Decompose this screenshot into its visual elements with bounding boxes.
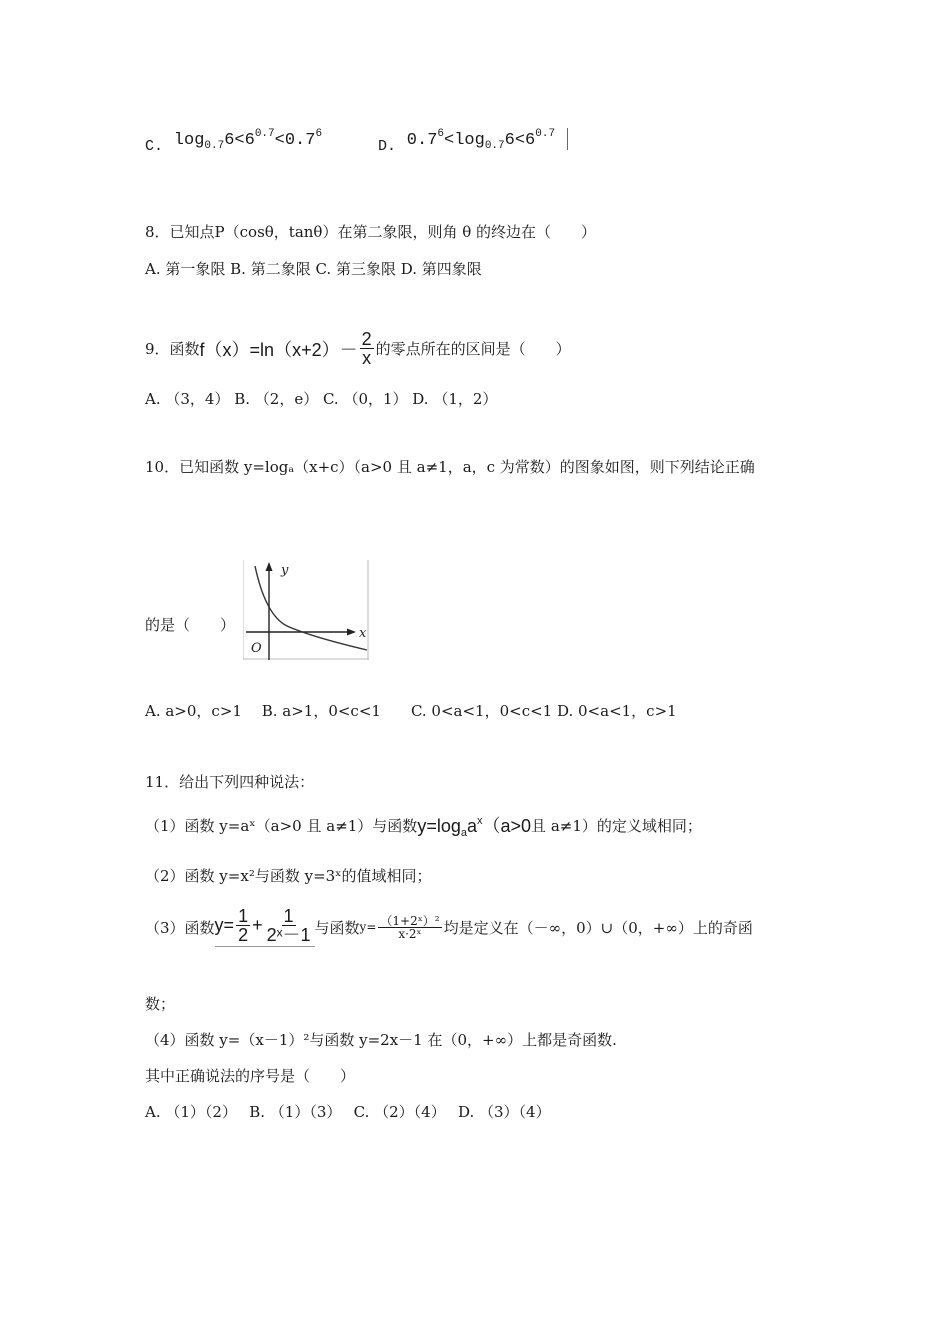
q9-options: A. （3，4） B. （2，e） C. （0，1） D. （1，2）: [145, 390, 498, 408]
q10-graph-y-arrow: [266, 562, 273, 571]
q7-d-power: 6: [437, 128, 445, 140]
q10-stem-cont: 的是（ ）: [145, 616, 236, 634]
q7-c-log-base: 0.7: [204, 140, 225, 152]
q7-option-c: [145, 128, 322, 155]
q9-fraction: [360, 330, 374, 367]
q10-stem: 10．已知函数 y=logₐ（x+c）（a>0 且 a≠1，a，c 为常数）的图象如图，则下列结论正确: [145, 458, 755, 476]
q11-s1-formula-paren: （a>0: [482, 816, 532, 836]
q7-d-log: log: [454, 131, 485, 150]
q7-c-log-arg: 6: [224, 131, 235, 150]
q11-s3-frac-1-num: 1: [238, 906, 249, 926]
q7-c-power: 6: [315, 128, 323, 140]
q10-graph-y-label: y: [281, 563, 289, 578]
q8-stem: 8．已知点P（cosθ，tanθ）在第二象限，则角 θ 的终边在（ ）: [145, 223, 597, 241]
q11-s3-formula-2: [360, 915, 444, 940]
q11-statement-1: [145, 812, 702, 839]
q11-s3-frac-3: [378, 915, 441, 940]
q7-d-log-base: 0.7: [484, 140, 505, 152]
q11-s1-formula: [417, 812, 531, 839]
q7-d-six-exp: 0.7: [535, 128, 556, 140]
q9-suffix: 的零点所在的区间是（ ）: [375, 340, 571, 358]
q11-statement-3-cont: 数；: [145, 995, 176, 1013]
q9-frac-den: x: [362, 348, 372, 368]
q10-graph-x-arrow: [347, 629, 356, 636]
q11-s3-part-a: （3）函数: [145, 918, 215, 937]
q7-c-lt-1: <: [234, 131, 245, 150]
q11-s3-plus: +: [252, 915, 263, 935]
q9-frac-num: 2: [361, 329, 372, 349]
q11-s1-part-b: 且 a≠1）的定义域相同；: [531, 817, 702, 835]
q11-s1-part-a: （1）函数 y=aˣ（a>0 且 a≠1）与函数: [145, 817, 418, 835]
q7-option-c-label: C.: [145, 138, 164, 155]
q10-graph-curve: [255, 566, 367, 650]
q7-option-d-formula: [406, 128, 565, 152]
q11-s1-formula-a: a: [466, 816, 477, 836]
q11-s3-y2: y=: [359, 920, 377, 934]
q11-s3-frac-1-den: 2: [238, 925, 249, 945]
q11-ask: 其中正确说法的序号是（ ）: [145, 1067, 356, 1085]
q11-s3-frac-2-den: 2ˣ－1: [266, 925, 311, 945]
q11-statement-4: （4）函数 y=（x－1）²与函数 y=2x－1 在（0，+∞）上都是奇函数.: [145, 1031, 617, 1049]
q7-option-d-label: D.: [378, 138, 397, 155]
q7-d-point-seven: 0.7: [406, 131, 438, 150]
q7-d-lt-1: <: [444, 131, 455, 150]
q7-option-c-formula: [173, 128, 323, 152]
q10-graph-svg: [243, 560, 369, 660]
q9-formula: f（x）=ln（x+2）－: [199, 339, 358, 360]
q11-s1-formula-log: y=log: [417, 816, 461, 836]
q7-c-log: log: [173, 131, 205, 150]
q7-d-log-arg: 6: [504, 131, 515, 150]
q11-s3-frac-1: [236, 907, 250, 944]
q9-stem: [145, 330, 571, 367]
q11-s3-y: y=: [214, 915, 235, 935]
q10-graph-x-label: x: [359, 626, 367, 641]
q11-s1-formula-sup: x: [477, 815, 483, 827]
q7-c-lt-2: <: [274, 131, 285, 150]
q7-c-point-seven: 0.7: [284, 131, 316, 150]
q11-s3-frac-2: [265, 907, 313, 944]
q11-stem: 11．给出下列四种说法：: [145, 773, 315, 791]
q11-s3-frac-3-den: x·2ˣ: [398, 926, 422, 941]
q8-options: A. 第一象限 B. 第二象限 C. 第三象限 D. 第四象限: [145, 260, 482, 278]
q11-s3-frac-2-num: 1: [283, 906, 294, 926]
q10-graph: [243, 560, 369, 660]
q7-option-d: [378, 128, 568, 155]
q11-statement-3: [145, 901, 753, 953]
q11-s3-mid: 与函数: [314, 918, 360, 937]
q7-c-six-exp: 0.7: [254, 128, 275, 140]
q11-s1-formula-sub: a: [460, 827, 467, 839]
q11-statement-2: （2）函数 y=x²与函数 y=3ˣ的值域相同；: [145, 867, 432, 885]
q7-d-six: 6: [525, 131, 536, 150]
q11-options: A. （1）（2） B. （1）（3） C. （2）（4） D. （3）（4）: [145, 1103, 551, 1121]
q10-graph-origin-label: O: [251, 641, 262, 656]
q11-s3-formula-1: [215, 907, 315, 947]
q11-s3-frac-3-num: （1+2ˣ）²: [380, 913, 440, 928]
q7-d-crop-edge: [567, 128, 568, 150]
q7-d-lt-2: <: [514, 131, 526, 150]
q9-prefix: 9．函数: [145, 340, 200, 358]
q11-s3-part-b: 均是定义在（－∞，0）∪（0，+∞）上的奇函: [443, 918, 753, 937]
q7-c-six: 6: [244, 131, 255, 150]
q10-options: A. a>0，c>1 B. a>1，0<c<1 C. 0<a<1，0<c<1 D. 0<a<1，c>1: [145, 702, 677, 720]
